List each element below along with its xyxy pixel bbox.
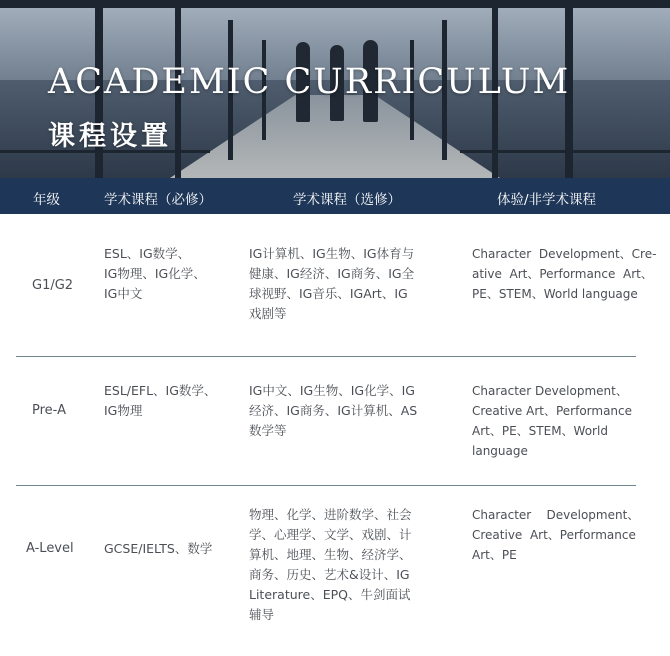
- cell-line: Literature、EPQ、牛剑面试: [249, 587, 411, 602]
- grade-cell: A-Level: [26, 541, 74, 556]
- required-cell: [104, 381, 216, 421]
- cell-line: ESL、IG数学、: [104, 246, 191, 261]
- cell-line: 算机、地理、生物、经济学、: [249, 547, 412, 562]
- cell-line: GCSE/IELTS、数学: [104, 541, 213, 556]
- column-header-required: 学术课程（必修）: [104, 192, 212, 208]
- column-header-experience: 体验/非学术课程: [497, 192, 597, 208]
- cell-line: Art、PE、STEM、World: [472, 424, 608, 438]
- cell-line: 辅导: [249, 607, 275, 622]
- row-divider: [16, 485, 636, 486]
- hero-rail: [460, 150, 670, 153]
- cell-line: 戏剧等: [249, 306, 287, 321]
- page-title: ACADEMIC CURRICULUM: [48, 62, 571, 102]
- cell-line: IG中文: [104, 286, 143, 301]
- cell-line: IG中文、IG生物、IG化学、IG: [249, 383, 415, 398]
- table-header: [0, 178, 670, 214]
- column-header-grade: 年级: [33, 192, 60, 208]
- cell-line: ESL/EFL、IG数学、: [104, 383, 217, 398]
- cell-line: 健康、IG经济、IG商务、IG全: [249, 266, 415, 281]
- hero-banner: [0, 0, 670, 178]
- cell-line: ative Art、Performance Art、: [472, 267, 653, 281]
- cell-line: IG物理、IG化学、: [104, 266, 206, 281]
- elective-cell: [249, 505, 412, 625]
- cell-line: 物理、化学、进阶数学、社会: [249, 507, 412, 522]
- cell-line: Character Development、: [472, 508, 640, 522]
- experience-cell: [472, 381, 632, 461]
- experience-cell: [472, 505, 639, 565]
- cell-line: Creative Art、Performance: [472, 528, 636, 542]
- cell-line: Creative Art、Performance: [472, 404, 633, 418]
- elective-cell: [249, 381, 417, 441]
- required-cell: [104, 539, 212, 559]
- cell-line: 商务、历史、艺术&设计、IG: [249, 567, 410, 582]
- grade-cell: G1/G2: [32, 278, 74, 293]
- column-header-elective: 学术课程（选修）: [293, 192, 401, 208]
- cell-line: language: [472, 444, 528, 458]
- cell-line: 数学等: [249, 423, 287, 438]
- cell-line: 经济、IG商务、IG计算机、AS: [249, 403, 418, 418]
- cell-line: IG计算机、IG生物、IG体育与: [249, 246, 415, 261]
- grade-cell: Pre-A: [32, 403, 66, 418]
- cell-line: 球视野、IG音乐、IGArt、IG: [249, 286, 408, 301]
- cell-line: Character Development、Cre-: [472, 247, 657, 261]
- page-subtitle: 课程设置: [48, 121, 172, 152]
- cell-line: IG物理: [104, 403, 143, 418]
- row-divider: [16, 356, 636, 357]
- experience-cell: [472, 244, 656, 304]
- cell-line: Art、PE: [472, 548, 517, 562]
- cell-line: 学、心理学、文学、戏剧、计: [249, 527, 412, 542]
- required-cell: [104, 244, 206, 304]
- cell-line: PE、STEM、World language: [472, 287, 638, 301]
- cell-line: Character Development、: [472, 384, 628, 398]
- elective-cell: [249, 244, 414, 324]
